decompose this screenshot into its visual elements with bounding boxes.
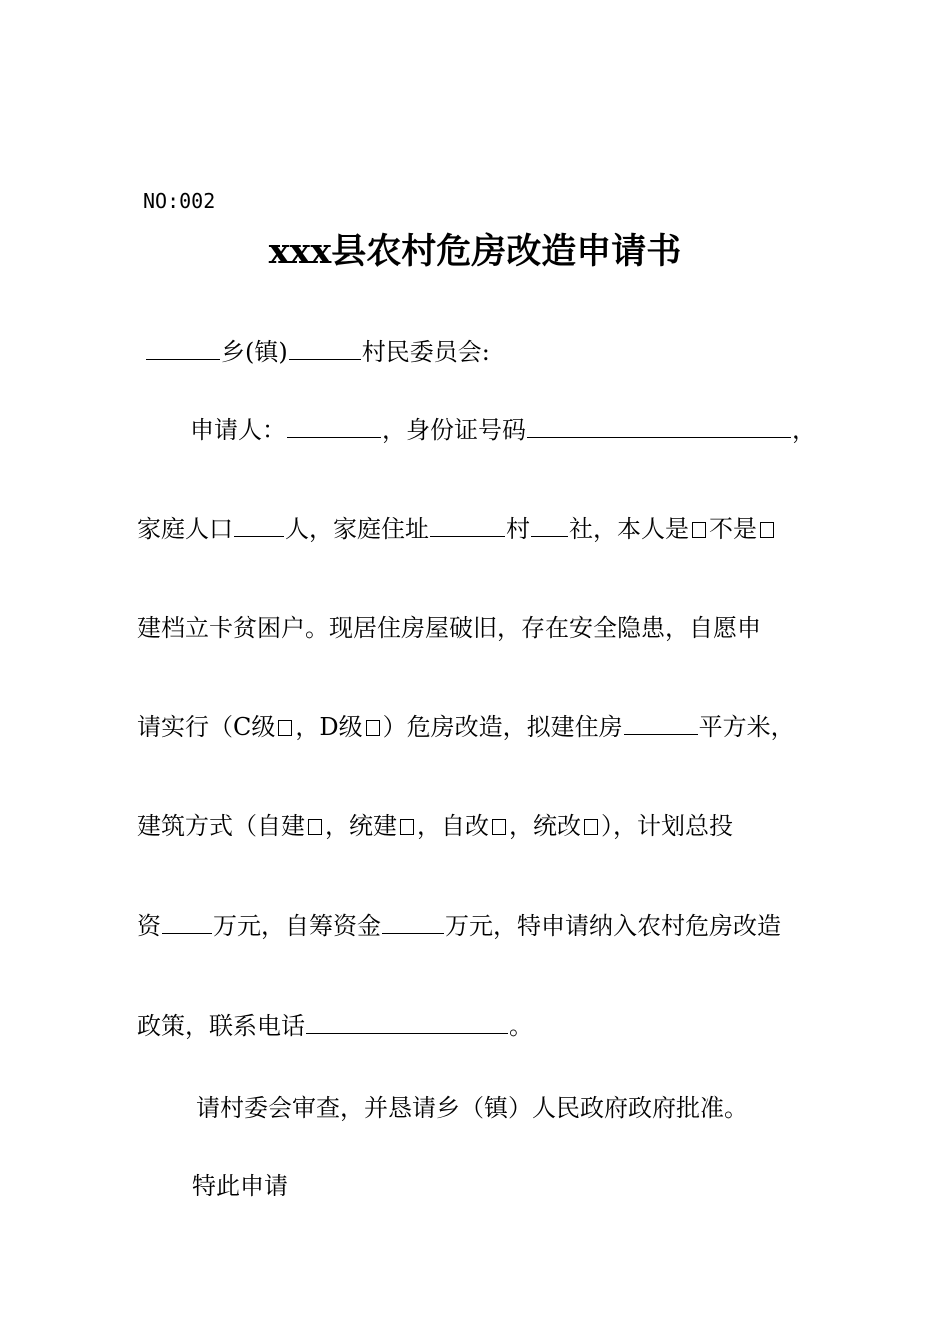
line5-text-d: ，统改 [509,812,581,840]
total-invest-blank [162,913,212,934]
addressee-line [145,336,490,368]
line4-text-a: 请实行（C级 [137,713,276,741]
line6-text-b: 万元，自筹资金 [213,912,381,940]
line6-text-a: 资 [137,912,161,940]
line7-text-b: 。 [509,1012,533,1040]
id-number-blank [527,417,791,438]
document-title: xxx县农村危房改造申请书 [268,231,682,272]
line4-text-c: ）危房改造，拟建住房 [382,713,623,741]
line7-text-a: 政策，联系电话 [137,1012,305,1040]
line6-text-c: 万元，特申请纳入农村危房改造 [445,912,781,940]
line4-text-b: ，D级 [295,713,363,741]
committee-label: 村民委员会: [361,338,490,366]
she-text: 社，本人是 [569,515,689,543]
request-paragraph: 请村委会审查，并恳请乡（镇）人民政府政府批准。 [196,1094,748,1122]
area-blank [624,714,698,735]
person-unit: 人，家庭住址 [285,515,429,543]
closing-text: 特此申请 [192,1172,288,1200]
line5-text-e: ），计划总投 [601,812,733,840]
not-is-text: 不是 [709,515,757,543]
town-blank [146,339,220,360]
line4-text-d: 平方米， [698,713,795,741]
line5-text-a: 建筑方式（自建 [137,812,305,840]
is-poor-checkbox [692,522,706,538]
family-pop-blank [234,516,284,537]
id-label: ，身份证号码 [382,416,526,444]
d-level-checkbox [366,720,380,736]
address-she-blank [531,516,568,537]
body-line-7 [137,1010,533,1042]
applicant-line [190,414,816,446]
phone-blank [306,1013,508,1034]
body-line-3: 建档立卡贫困户。现居住房屋破旧，存在安全隐患，自愿申 [137,614,761,642]
family-line [137,513,777,545]
body-line-4 [137,711,795,743]
line5-text-c: ，自改 [417,812,489,840]
body-line-6 [137,910,781,942]
not-poor-checkbox [760,522,774,538]
village-blank [289,339,361,360]
body-line-5 [137,810,733,842]
line5-text-b: ，统建 [325,812,397,840]
document-number: NO:002 [143,189,216,213]
town-label: 乡(镇) [221,338,288,366]
applicant-label: 申请人： [190,416,286,444]
address-village-blank [430,516,505,537]
c-level-checkbox [278,720,292,736]
applicant-name-blank [287,417,381,438]
family-pop-label: 家庭人口 [137,515,233,543]
self-build-checkbox [308,819,322,835]
comma: ， [792,416,816,444]
self-renovate-checkbox [492,819,506,835]
village-text: 村 [506,515,530,543]
unified-build-checkbox [400,819,414,835]
self-fund-blank [382,913,444,934]
unified-renovate-checkbox [584,819,598,835]
